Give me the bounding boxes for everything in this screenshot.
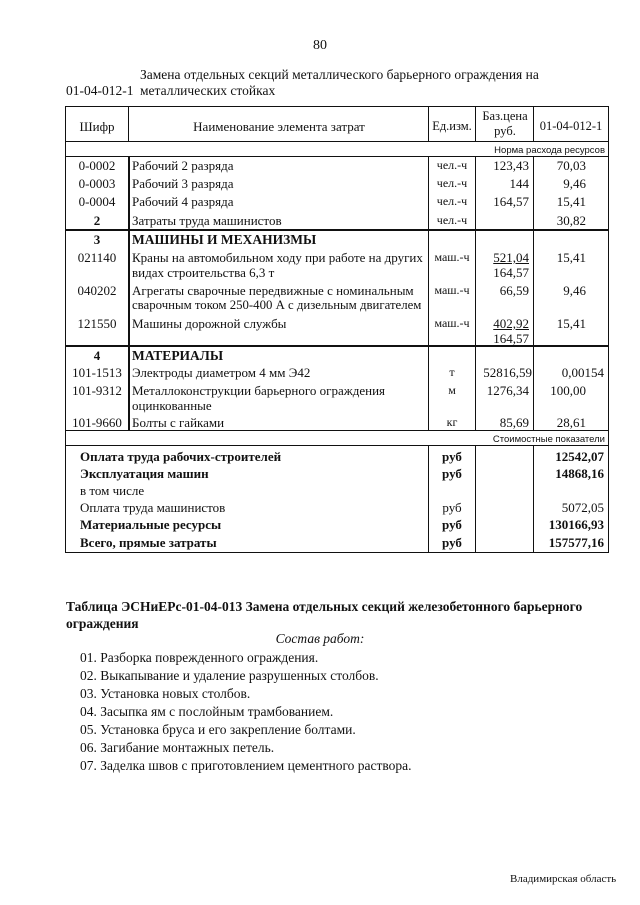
row-unit: чел.-ч <box>436 158 468 172</box>
row-code: 121550 <box>77 316 117 331</box>
cost-name: в том числе <box>80 483 145 498</box>
cost-unit: руб <box>442 466 462 481</box>
row-name: Рабочий 4 разряда <box>132 194 234 209</box>
list-item: 01. Разборка поврежденного ограждения. <box>80 650 319 665</box>
row-name: Машины дорожной службы <box>132 316 287 331</box>
row-unit: чел.-ч <box>436 194 468 208</box>
cost-value: 12542,07 <box>555 449 604 464</box>
row-code: 101-9312 <box>72 383 122 398</box>
row-name-cont: видах строительства 6,3 т <box>132 265 275 280</box>
row-norm: 0,00154 <box>561 365 604 380</box>
cost-value: 14868,16 <box>555 466 604 481</box>
page-number: 80 <box>313 38 327 53</box>
cost-unit: руб <box>442 535 462 550</box>
row-name: Агрегаты сварочные передвижные с номинальным <box>132 283 414 298</box>
row-norm: 15,41 <box>556 194 586 209</box>
section-label-norm: Норма расхода ресурсов <box>494 145 605 156</box>
row-code: 0-0003 <box>78 176 116 191</box>
row-unit: маш.-ч <box>434 316 470 330</box>
row-unit: маш.-ч <box>434 250 470 264</box>
row-unit: маш.-ч <box>434 283 470 297</box>
cost-name: Эксплуатация машин <box>80 466 209 481</box>
row-norm: 9,46 <box>563 176 586 191</box>
row-price: 144 <box>509 176 529 191</box>
row-norm: 9,46 <box>563 283 586 298</box>
row-code: 3 <box>93 232 101 247</box>
row-unit: м <box>448 383 456 397</box>
list-item: 03. Установка новых столбов. <box>80 686 251 701</box>
row-code: 4 <box>93 348 101 363</box>
works-heading: Состав работ: <box>275 631 365 646</box>
cost-name: Материальные ресурсы <box>80 517 222 532</box>
col-header-code: Шифр <box>79 119 115 134</box>
row-price: 164,57 <box>493 194 529 209</box>
row-norm: 100,00 <box>550 383 586 398</box>
row-unit: чел.-ч <box>436 176 468 190</box>
list-item: 07. Заделка швов с приготовлением цементного раствора. <box>80 758 412 773</box>
row-norm: 70,03 <box>556 158 586 173</box>
row-price-driver: 164,57 <box>493 331 529 346</box>
row-norm: 15,41 <box>556 250 586 265</box>
cost-name: Оплата труда рабочих-строителей <box>80 449 282 464</box>
section-heading-machines: МАШИНЫ И МЕХАНИЗМЫ <box>132 232 317 247</box>
col-header-norm: 01-04-012-1 <box>539 119 603 133</box>
col-header-name: Наименование элемента затрат <box>193 119 365 134</box>
cost-value: 5072,05 <box>561 500 604 515</box>
row-unit: кг <box>446 415 458 429</box>
row-code: 2 <box>93 213 101 228</box>
row-name: Болты с гайками <box>132 415 225 430</box>
row-name: Рабочий 3 разряда <box>132 176 234 191</box>
list-item: 02. Выкапывание и удаление разрушенных столбов. <box>80 668 379 683</box>
list-item: 06. Загибание монтажных петель. <box>80 740 275 755</box>
table-code: 01-04-012-1 <box>66 83 134 98</box>
row-price-driver: 164,57 <box>493 265 529 280</box>
row-name: Краны на автомобильном ходу при работе на других <box>132 250 423 265</box>
row-code: 021140 <box>77 250 117 265</box>
row-unit: т <box>449 365 455 379</box>
footer-region: Владимирская область <box>510 873 617 885</box>
cost-unit: руб <box>442 517 462 532</box>
cost-name: Оплата труда машинистов <box>80 500 226 515</box>
row-norm: 15,41 <box>556 316 586 331</box>
row-name: Рабочий 2 разряда <box>132 158 234 173</box>
row-norm: 28,61 <box>556 415 586 430</box>
row-name: Затраты труда машинистов <box>132 213 282 228</box>
row-code: 101-1513 <box>72 365 122 380</box>
next-table-caption: Таблица ЭСНиЕРс-01-04-013 Замена отдельных секций железобетонного барьерного ограждения <box>66 599 583 631</box>
row-price: 1276,34 <box>486 383 529 398</box>
row-code: 101-9660 <box>72 415 122 430</box>
cost-value: 157577,16 <box>548 535 604 550</box>
section-heading-materials: МАТЕРИАЛЫ <box>132 348 224 363</box>
row-code: 0-0002 <box>78 158 116 173</box>
row-unit: чел.-ч <box>436 213 468 227</box>
table-title-line2: металлических стойках <box>140 83 276 98</box>
row-name-cont: оцинкованные <box>132 398 212 413</box>
row-name: Электроды диаметром 4 мм Э42 <box>132 365 311 380</box>
list-item: 05. Установка бруса и его закрепление болтами. <box>80 722 356 737</box>
cost-unit: руб <box>442 449 462 464</box>
table-title-line1: Замена отдельных секций металлического барьерного ограждения на <box>140 67 539 82</box>
section-label-cost: Стоимостные показатели <box>492 434 605 445</box>
row-price: 85,69 <box>499 415 529 430</box>
row-norm: 30,82 <box>556 213 586 228</box>
col-header-base-price: Баз.цена руб. <box>482 109 528 138</box>
row-price: 521,04 <box>493 250 529 265</box>
row-code: 0-0004 <box>78 194 116 209</box>
cost-value: 130166,93 <box>548 517 604 532</box>
row-price: 66,59 <box>499 283 529 298</box>
row-code: 040202 <box>77 283 117 298</box>
cost-name: Всего, прямые затраты <box>80 535 217 550</box>
row-name: Металлоконструкции барьерного ограждения <box>132 383 386 398</box>
col-header-unit: Ед.изм. <box>432 119 472 133</box>
row-price: 402,92 <box>493 316 529 331</box>
row-price: 123,43 <box>493 158 529 173</box>
cost-unit: руб <box>442 500 462 515</box>
list-item: 04. Засыпка ям с послойным трамбованием. <box>80 704 334 719</box>
row-name-cont: сварочным током 250-400 А с дизельным двигателем <box>132 298 422 312</box>
row-price: 52816,59 <box>483 365 532 380</box>
